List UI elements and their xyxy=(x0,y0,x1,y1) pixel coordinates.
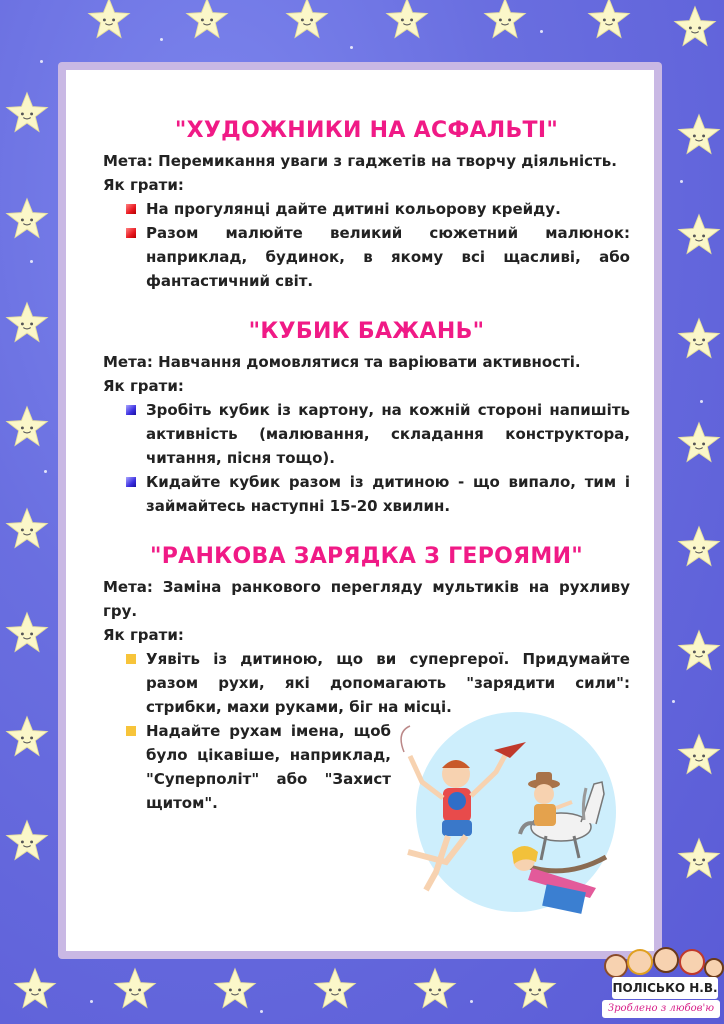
red-bullet-icon xyxy=(126,228,136,238)
yellow-bullet-icon xyxy=(126,654,136,664)
star-icon xyxy=(4,506,50,552)
star-icon xyxy=(676,212,722,258)
section-title: "ХУДОЖНИКИ НА АСФАЛЬТІ" xyxy=(174,118,559,143)
list-item: Уявіть із дитиною, що ви супергерої. Придумайте разом рухи, які допомагають "зарядити сили": стрибки, махи руками, біг на місці. xyxy=(103,647,630,719)
star-icon xyxy=(384,0,430,42)
star-icon xyxy=(4,610,50,656)
star-icon xyxy=(412,966,458,1012)
section-artists xyxy=(103,118,630,293)
logo-title: ПОЛІСЬКО Н.В. xyxy=(612,977,718,999)
section-goal: Мета: Перемикання уваги з гаджетів на творчу діяльність. xyxy=(103,152,617,170)
star-icon xyxy=(676,316,722,362)
star-icon xyxy=(4,404,50,450)
star-icon xyxy=(676,524,722,570)
star-icon xyxy=(4,196,50,242)
list-item: Надайте рухам імена, щоб було цікавіше, наприклад, "Суперполіт" або "Захист щитом". xyxy=(103,719,391,815)
star-icon xyxy=(672,4,718,50)
star-icon xyxy=(586,0,632,42)
star-icon xyxy=(676,628,722,674)
list-item: Кидайте кубик разом із дитиною - що випало, тим і займайтесь наступні 15-20 хвилин. xyxy=(103,470,630,518)
blue-bullet-icon xyxy=(126,405,136,415)
star-icon xyxy=(4,818,50,864)
star-icon xyxy=(86,0,132,42)
blue-bullet-icon xyxy=(126,477,136,487)
star-icon xyxy=(184,0,230,42)
section-title: "КУБИК БАЖАНЬ" xyxy=(248,319,485,344)
section-goal: Мета: Заміна ранкового перегляду мультиків на рухливу гру. xyxy=(103,578,630,620)
star-icon xyxy=(512,966,558,1012)
section-title: "РАНКОВА ЗАРЯДКА З ГЕРОЯМИ" xyxy=(149,544,584,569)
star-icon xyxy=(676,836,722,882)
red-bullet-icon xyxy=(126,204,136,214)
star-icon xyxy=(4,714,50,760)
yellow-bullet-icon xyxy=(126,726,136,736)
star-icon xyxy=(4,90,50,136)
star-icon xyxy=(212,966,258,1012)
star-icon xyxy=(482,0,528,42)
star-icon xyxy=(676,420,722,466)
section-how-label: Як грати: xyxy=(103,626,184,644)
list-item: Разом малюйте великий сюжетний малюнок: наприклад, будинок, в якому всі щасливі, або фантастичний світ. xyxy=(103,221,630,293)
star-icon xyxy=(4,300,50,346)
section-goal: Мета: Навчання домовлятися та варіювати активності. xyxy=(103,353,581,371)
star-icon xyxy=(12,966,58,1012)
star-icon xyxy=(676,112,722,158)
section-list xyxy=(103,197,630,293)
main-content xyxy=(103,118,630,815)
star-icon xyxy=(112,966,158,1012)
list-item: На прогулянці дайте дитині кольорову крейду. xyxy=(103,197,630,221)
kids-playing-illustration xyxy=(396,712,624,922)
author-logo xyxy=(592,940,724,1024)
section-how-label: Як грати: xyxy=(103,377,184,395)
logo-subtitle: Зроблено з любов'ю xyxy=(602,1000,720,1018)
list-item: Зробіть кубик із картону, на кожній стороні напишіть активність (малювання, складання конструктора, читання, пісня тощо). xyxy=(103,398,630,470)
star-icon xyxy=(312,966,358,1012)
section-how-label: Як грати: xyxy=(103,176,184,194)
star-icon xyxy=(676,732,722,778)
section-list xyxy=(103,398,630,518)
star-icon xyxy=(284,0,330,42)
section-wish-cube xyxy=(103,319,630,518)
